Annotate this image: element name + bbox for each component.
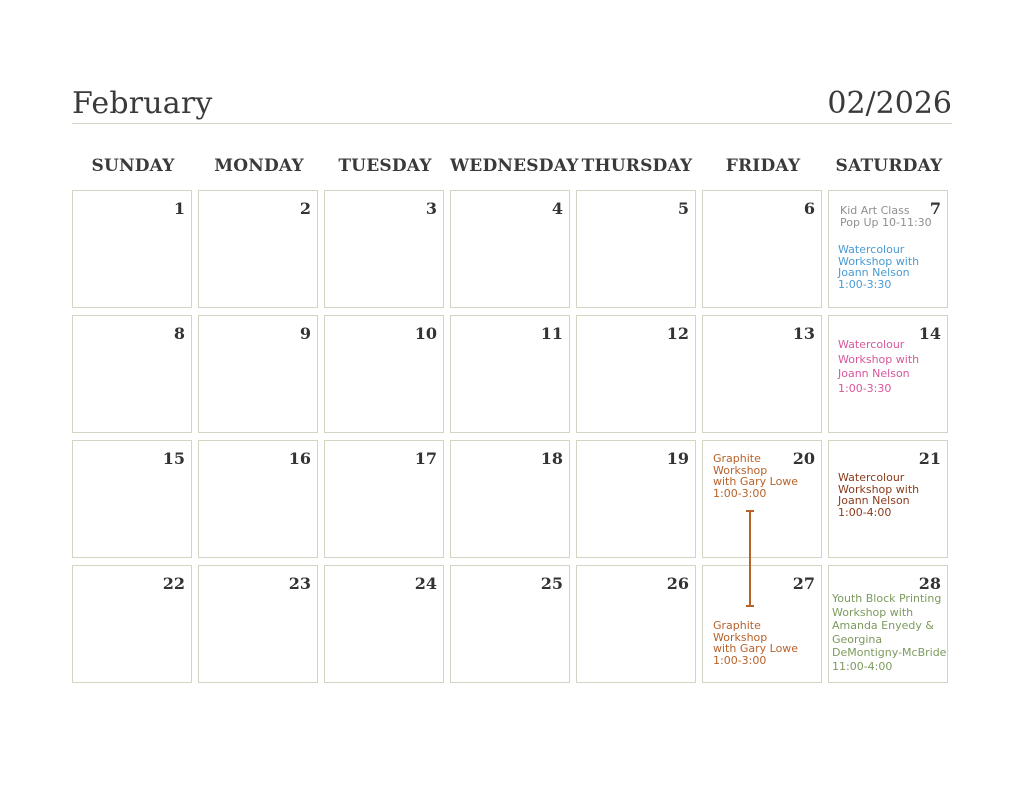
day-cell-2[interactable] xyxy=(198,190,318,308)
weekday-thursday: THURSDAY xyxy=(581,156,693,176)
day-cell-14[interactable] xyxy=(828,315,948,433)
day-cell-18[interactable] xyxy=(450,440,570,558)
day-cell-23[interactable] xyxy=(198,565,318,683)
day-cell-22[interactable] xyxy=(72,565,192,683)
day-cell-13[interactable] xyxy=(702,315,822,433)
day-number: 14 xyxy=(918,324,941,343)
event-graphite-workshop[interactable]: Graphite Workshop with Gary Lowe 1:00-3:00 xyxy=(713,619,799,667)
weekday-friday: FRIDAY xyxy=(725,156,801,176)
day-number: 11 xyxy=(540,324,563,343)
day-cell-5[interactable] xyxy=(576,190,696,308)
day-cell-28[interactable] xyxy=(828,565,948,683)
day-cell-3[interactable] xyxy=(324,190,444,308)
weekday-monday: MONDAY xyxy=(214,156,304,176)
calendar-grid xyxy=(72,190,952,685)
day-cell-1[interactable] xyxy=(72,190,192,308)
day-number: 8 xyxy=(173,324,185,343)
day-cell-11[interactable] xyxy=(450,315,570,433)
event-watercolour-workshop[interactable]: Watercolour Workshop with Joann Nelson 1:00-3:30 xyxy=(838,338,920,395)
day-number: 4 xyxy=(551,199,563,218)
day-number: 20 xyxy=(792,449,815,468)
day-cell-10[interactable] xyxy=(324,315,444,433)
day-number: 15 xyxy=(162,449,185,468)
day-cell-9[interactable] xyxy=(198,315,318,433)
day-cell-17[interactable] xyxy=(324,440,444,558)
day-number: 19 xyxy=(666,449,689,468)
day-number: 27 xyxy=(792,574,815,593)
day-number: 10 xyxy=(414,324,437,343)
weekday-sunday: SUNDAY xyxy=(91,156,175,176)
month-year-label: 02/2026 xyxy=(827,86,952,121)
day-number: 7 xyxy=(929,199,941,218)
day-cell-27[interactable] xyxy=(702,565,822,683)
month-title: February xyxy=(72,86,213,121)
day-cell-4[interactable] xyxy=(450,190,570,308)
day-number: 26 xyxy=(666,574,689,593)
day-number: 18 xyxy=(540,449,563,468)
day-cell-6[interactable] xyxy=(702,190,822,308)
day-cell-24[interactable] xyxy=(324,565,444,683)
day-number: 28 xyxy=(918,574,941,593)
day-number: 6 xyxy=(803,199,815,218)
event-watercolour-workshop[interactable]: Watercolour Workshop with Joann Nelson 1:00-4:00 xyxy=(838,471,920,519)
weekday-header-row xyxy=(72,156,952,178)
event-graphite-workshop[interactable]: Graphite Workshop with Gary Lowe 1:00-3:00 xyxy=(713,452,799,500)
day-number: 16 xyxy=(288,449,311,468)
day-number: 5 xyxy=(677,199,689,218)
header-divider xyxy=(72,123,952,124)
day-number: 22 xyxy=(162,574,185,593)
event-range-cap-bottom xyxy=(746,605,754,607)
day-cell-25[interactable] xyxy=(450,565,570,683)
day-cell-12[interactable] xyxy=(576,315,696,433)
day-cell-16[interactable] xyxy=(198,440,318,558)
weekday-saturday: SATURDAY xyxy=(835,156,943,176)
day-number: 23 xyxy=(288,574,311,593)
day-number: 17 xyxy=(414,449,437,468)
day-number: 21 xyxy=(918,449,941,468)
day-number: 12 xyxy=(666,324,689,343)
day-cell-15[interactable] xyxy=(72,440,192,558)
day-number: 3 xyxy=(425,199,437,218)
event-youth-block-printing[interactable]: Youth Block Printing Workshop with Amanda Enyedy & Georgina DeMontigny-McBride 11:00-4:00 xyxy=(832,592,947,673)
weekday-tuesday: TUESDAY xyxy=(338,156,432,176)
day-cell-19[interactable] xyxy=(576,440,696,558)
day-cell-26[interactable] xyxy=(576,565,696,683)
weekday-wednesday: WEDNESDAY xyxy=(450,156,579,176)
day-cell-21[interactable] xyxy=(828,440,948,558)
day-cell-20[interactable] xyxy=(702,440,822,558)
day-number: 13 xyxy=(792,324,815,343)
day-number: 25 xyxy=(540,574,563,593)
event-range-connector xyxy=(749,510,751,607)
day-number: 2 xyxy=(299,199,311,218)
event-kid-art-class[interactable]: Kid Art Class Pop Up 10-11:30 xyxy=(840,204,932,229)
day-cell-7[interactable] xyxy=(828,190,948,308)
day-cell-8[interactable] xyxy=(72,315,192,433)
event-watercolour-workshop[interactable]: Watercolour Workshop with Joann Nelson 1:00-3:30 xyxy=(838,243,920,291)
day-number: 24 xyxy=(414,574,437,593)
day-number: 9 xyxy=(299,324,311,343)
day-number: 1 xyxy=(173,199,185,218)
